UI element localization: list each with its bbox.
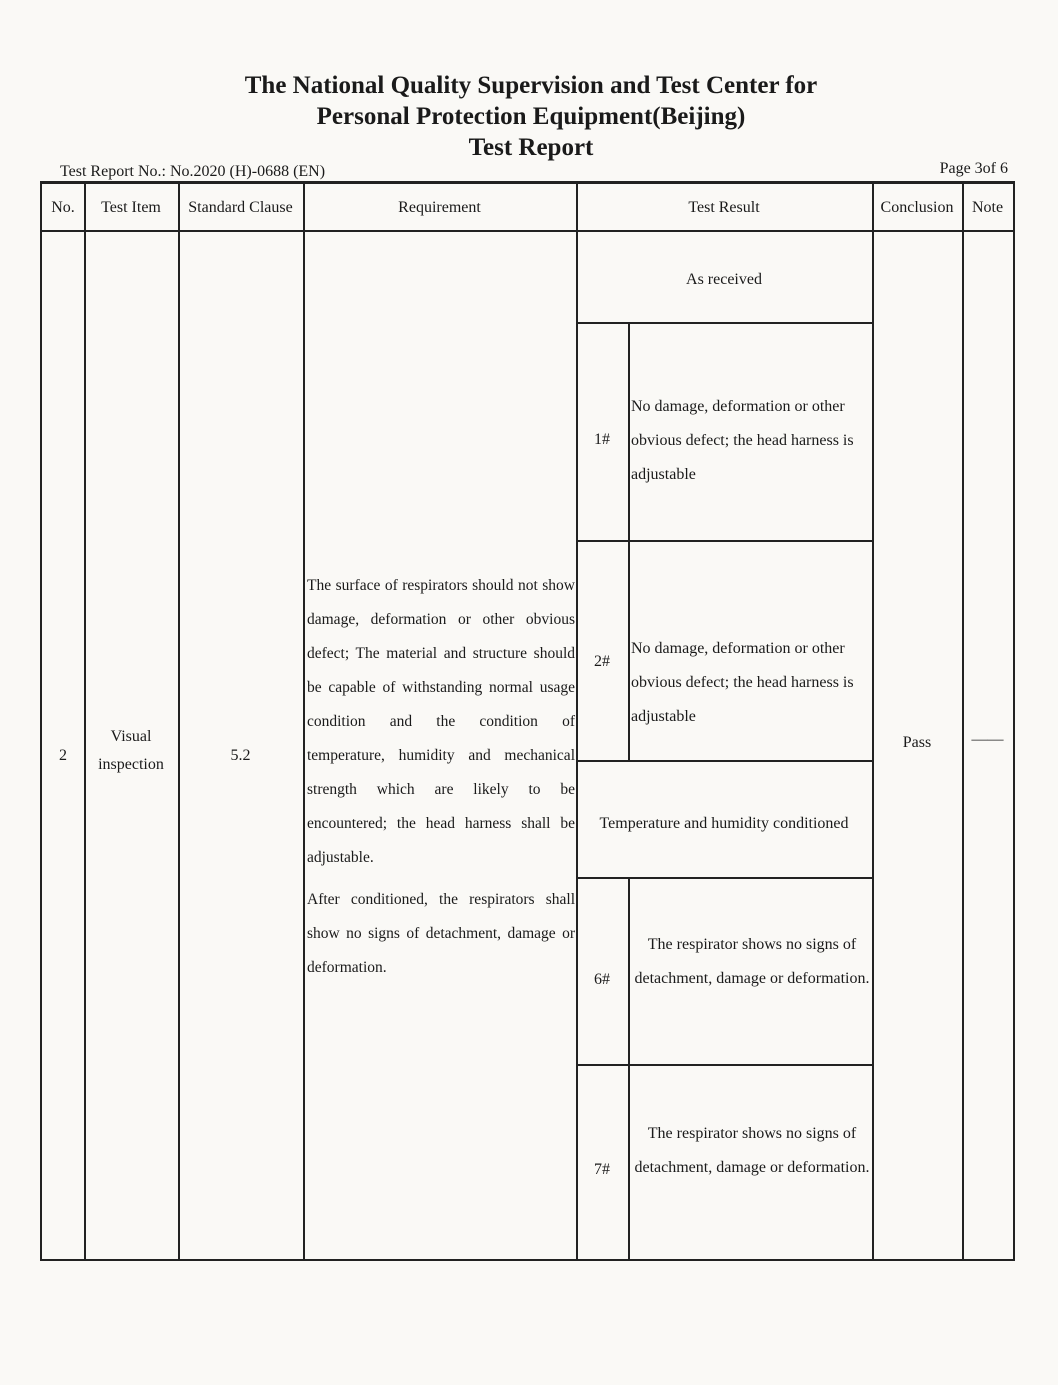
sample-id-2: 2# [594,652,610,670]
sample-result-2: No damage, deformation or other obvious defect; the head harness is adjustable [631,640,854,725]
report-number: Test Report No.: No.2020 (H)-0688 (EN) [60,163,326,180]
header-line-3: Test Report [468,134,594,161]
col-header-test-result: Test Result [688,198,760,216]
row-number: 2 [59,746,67,764]
col-header-test-item: Test Item [101,198,161,216]
col-header-no: No. [51,198,75,216]
col-header-requirement: Requirement [398,198,481,216]
requirement-text [307,569,575,993]
conclusion-value: Pass [902,733,932,751]
note-value: —— [971,730,1004,748]
requirement-paragraph-2: After conditioned, the respirators shall show no signs of detachment, damage or deformation. [307,891,575,976]
header-line-1: The National Quality Supervision and Test Center for [244,72,818,99]
sample-result-1: No damage, deformation or other obvious defect; the head harness is adjustable [631,398,854,483]
sample-result-6: The respirator shows no signs of detachment, damage or deformation. [634,936,870,987]
section-as-received: As received [686,270,762,288]
test-report-table [40,181,1015,1261]
col-header-conclusion: Conclusion [880,198,954,216]
requirement-paragraph-1: The surface of respirators should not show damage, deformation or other obvious defect; The material and structure should be capable of withstanding normal usage condition and the condition of temperature, humidity and mechanical strength which are likely to be encountered; the head harness shall be adjustable. [307,577,575,866]
page-number: Page 3of 6 [939,160,1008,177]
sample-id-1: 1# [594,430,610,448]
test-item-visual-inspection: Visual inspection [98,728,164,773]
col-header-standard-clause: Standard Clause [188,198,293,216]
col-header-note: Note [971,198,1004,216]
section-temperature-humidity: Temperature and humidity conditioned [599,814,849,832]
sample-id-7: 7# [594,1160,610,1178]
sample-result-7: The respirator shows no signs of detachment, damage or deformation. [634,1125,870,1176]
header-line-2: Personal Protection Equipment(Beijing) [316,103,746,130]
sample-id-6: 6# [594,970,610,988]
report-header [0,70,1058,163]
standard-clause-value: 5.2 [230,746,251,764]
